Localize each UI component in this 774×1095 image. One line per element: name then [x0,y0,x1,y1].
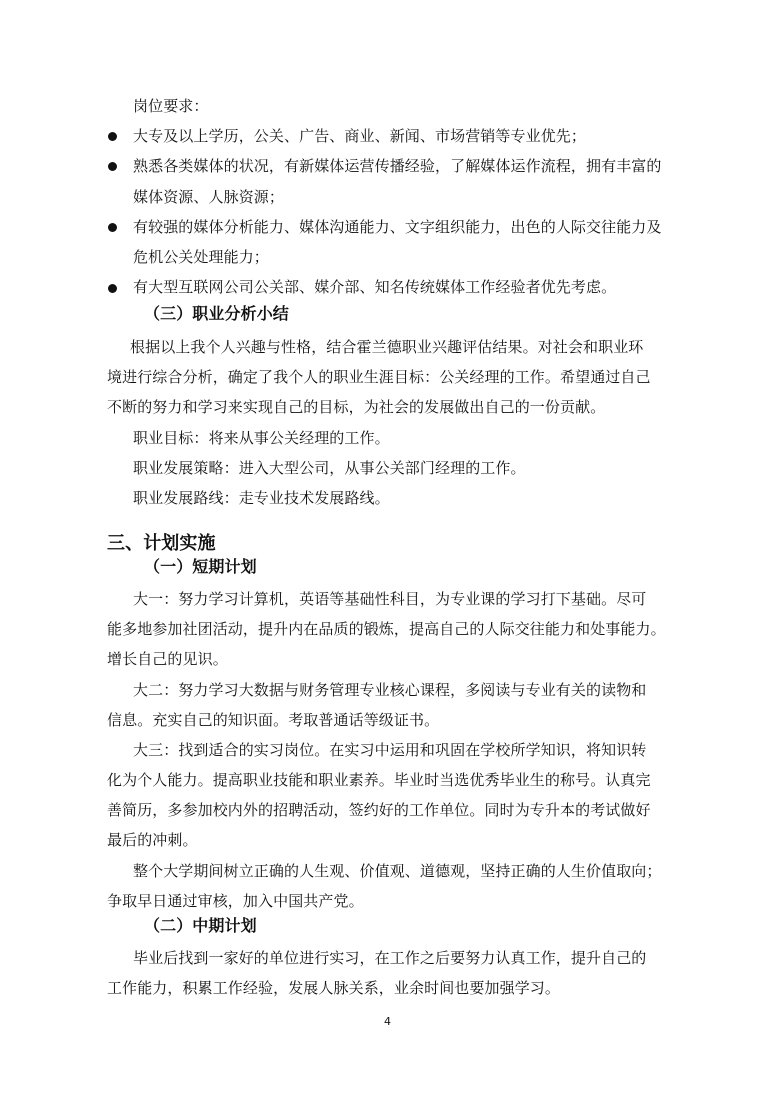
summary-paragraph-line-2: 境进行综合分析，确定了我个人的职业生涯目标：公关经理的工作。希望通过自己 [107,368,651,386]
summary-heading: （三）职业分析小结 [144,304,289,323]
career-goal: 职业目标：将来从事公关经理的工作。 [133,429,390,447]
mid-plan-line-2: 工作能力，积累工作经验，发展人脉关系，业余时间也要加强学习。 [107,979,561,997]
page-number: 4 [384,1015,391,1028]
requirement-item-4: 有大型互联网公司公关部、媒介部、知名传统媒体工作经验者优先考虑。 [133,278,617,296]
career-strategy: 职业发展策略：进入大型公司，从事公关部门经理的工作。 [133,459,526,477]
requirement-item-3-line-1: 有较强的媒体分析能力、媒体沟通能力、文字组织能力，出色的人际交往能力及 [133,218,662,236]
requirements-title: 岗位要求： [133,97,209,115]
summary-paragraph-line-3: 不断的努力和学习来实现自己的目标，为社会的发展做出自己的一份贡献。 [107,398,606,416]
short-plan-year3-line-3: 善简历，多参加校内外的招聘活动，签约好的工作单位。同时为专升本的考试做好 [107,801,651,819]
short-plan-year1-line-1: 大一：努力学习计算机，英语等基础性科目，为专业课的学习打下基础。尽可 [133,590,647,608]
requirement-item-2-line-1: 熟悉各类媒体的状况，有新媒体运营传播经验，了解媒体运作流程，拥有丰富的 [133,157,662,175]
short-plan-year2-line-1: 大二：努力学习大数据与财务管理专业核心课程，多阅读与专业有关的读物和 [133,681,647,699]
short-plan-heading: （一）短期计划 [144,557,257,576]
short-plan-year1-line-2: 能多地参加社团活动，提升内在品质的锻炼，提高自己的人际交往能力和处事能力。 [107,620,666,638]
short-plan-year3-line-1: 大三：找到适合的实习岗位。在实习中运用和巩固在学校所学知识，将知识转 [133,741,647,759]
mid-plan-heading: （二）中期计划 [144,916,257,935]
requirement-item-2-line-2: 媒体资源、人脉资源； [133,188,285,206]
bullet-icon [108,223,117,232]
bullet-icon [108,162,117,171]
short-plan-year3-line-4: 最后的冲刺。 [107,831,198,849]
short-plan-overall-line-2: 争取早日通过审核，加入中国共产党。 [107,892,364,910]
short-plan-year1-line-3: 增长自己的见识。 [107,650,228,668]
mid-plan-line-1: 毕业后找到一家好的单位进行实习，在工作之后要努力认真工作，提升自己的 [133,949,647,967]
bullet-icon [108,284,117,293]
requirement-item-1: 大专及以上学历，公关、广告、商业、新闻、市场营销等专业优先； [133,127,587,145]
short-plan-year2-line-2: 信息。充实自己的知识面。考取普通话等级证书。 [107,711,440,729]
requirement-item-3-line-2: 危机公关处理能力； [133,248,269,266]
bullet-icon [108,132,117,141]
short-plan-year3-line-2: 化为个人能力。提高职业技能和职业素养。毕业时当选优秀毕业生的称号。认真完 [107,771,651,789]
plan-heading: 三、计划实施 [107,533,216,554]
short-plan-overall-line-1: 整个大学期间树立正确的人生观、价值观、道德观，坚持正确的人生价值取向； [133,862,662,880]
career-route: 职业发展路线：走专业技术发展路线。 [133,489,390,507]
summary-paragraph-line-1: 根据以上我个人兴趣与性格，结合霍兰德职业兴趣评估结果。对社会和职业环 [130,338,644,356]
